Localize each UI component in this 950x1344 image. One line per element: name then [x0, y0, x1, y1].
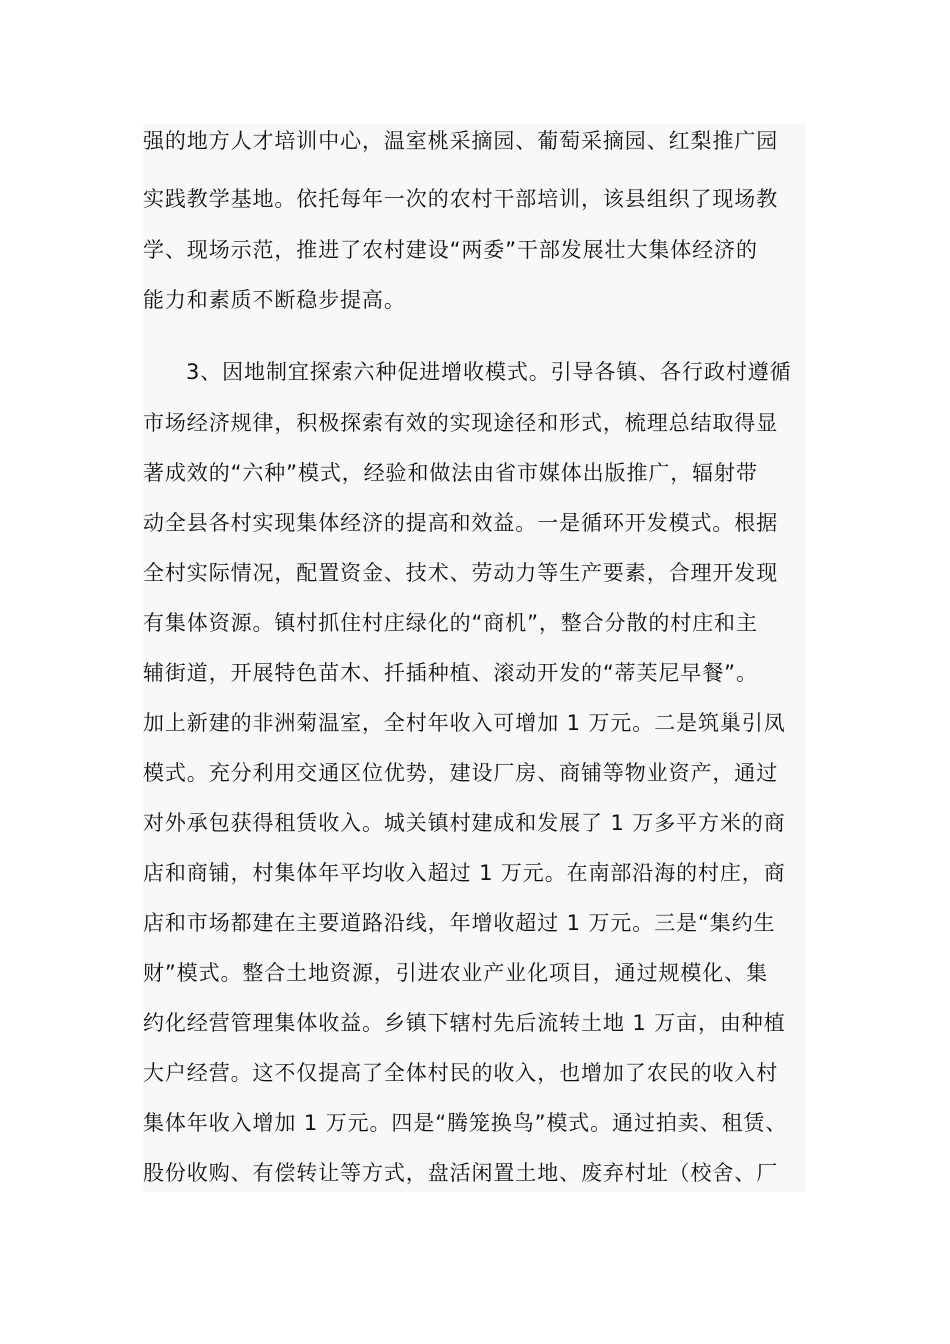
text-line: 店和商铺，村集体年平均收入超过 1 万元。在南部沿海的村庄，商 — [143, 861, 786, 885]
text-line: 3、因地制宜探索六种促进增收模式。引导各镇、各行政村遵循 — [186, 360, 792, 384]
text-line: 约化经营管理集体收益。乡镇下辖村先后流转土地 1 万亩，由种植 — [143, 1011, 786, 1035]
text-line: 强的地方人才培训中心，温室桃采摘园、葡萄采摘园、红梨推广园 — [143, 129, 779, 153]
text-line: 店和市场都建在主要道路沿线，年增收超过 1 万元。三是“集约生 — [143, 911, 776, 935]
text-line: 有集体资源。镇村抓住村庄绿化的“商机”，整合分散的村庄和主 — [143, 611, 758, 635]
text-line: 财”模式。整合土地资源，引进农业产业化项目，通过规模化、集 — [143, 961, 768, 985]
text-line: 加上新建的非洲菊温室，全村年收入可增加 1 万元。二是筑巢引凤 — [143, 711, 786, 735]
text-line: 动全县各村实现集体经济的提高和效益。一是循环开发模式。根据 — [143, 511, 779, 535]
text-line: 能力和素质不断稳步提高。 — [143, 288, 406, 312]
text-line: 集体年收入增加 1 万元。四是“腾笼换鸟”模式。通过拍卖、租赁、 — [143, 1111, 788, 1135]
text-line: 全村实际情况，配置资金、技术、劳动力等生产要素，合理开发现 — [143, 561, 779, 585]
text-line: 学、现场示范，推进了农村建设“两委”干部发展壮大集体经济的 — [143, 238, 758, 262]
text-line: 对外承包获得租赁收入。城关镇村建成和发展了 1 万多平方米的商 — [143, 811, 786, 835]
text-line: 实践教学基地。依托每年一次的农村干部培训，该县组织了现场教 — [143, 187, 779, 211]
text-line: 著成效的“六种”模式，经验和做法由省市媒体出版推广，辐射带 — [143, 461, 758, 485]
text-line: 辅街道，开展特色苗木、扦插种植、滚动开发的“蒂芙尼早餐”。 — [143, 661, 758, 685]
text-line: 大户经营。这不仅提高了全体村民的收入，也增加了农民的收入村 — [143, 1061, 779, 1085]
text-line: 模式。充分利用交通区位优势，建设厂房、商铺等物业资产，通过 — [143, 761, 779, 785]
document-body — [143, 124, 806, 1192]
text-line: 市场经济规律，积极探索有效的实现途径和形式，梳理总结取得显 — [143, 411, 779, 435]
text-line: 股份收购、有偿转让等方式，盘活闲置土地、废弃村址（校舍、厂 — [143, 1161, 779, 1185]
